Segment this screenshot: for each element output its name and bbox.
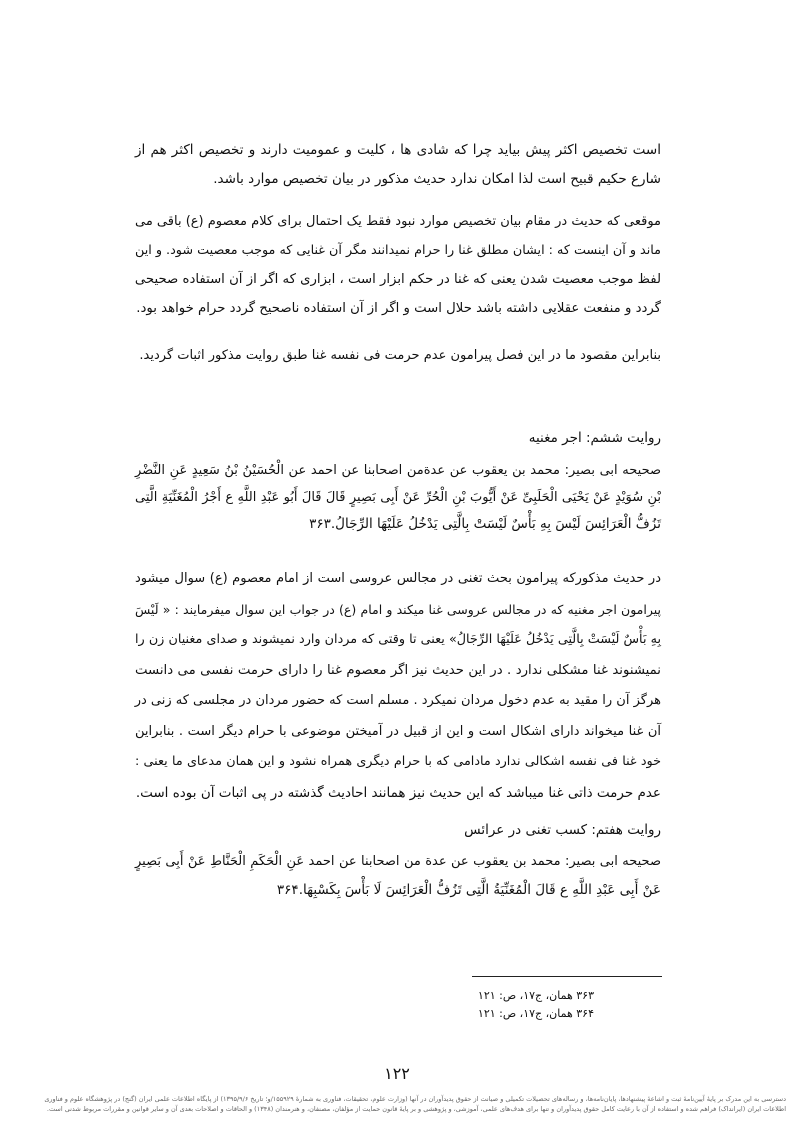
paragraph-line: نمیشنوند غنا مشکلی ندارد . در این حدیث نیز اگر معصوم غنا را دارای حرمت نفسی می دانست [135, 662, 661, 678]
paragraph-line: تَزُفُّ الْعَرَائِسَ لَیْسَ بِهِ بَأْسٌ لَیْسَتْ بِالَّتِی یَدْخُلُ عَلَیْهَا الرِّجَالُ.۳۶۳ [309, 516, 661, 532]
paragraph-line: صحیحه ابی بصیر: محمد بن یعقوب عن عدة من اصحابنا عن احمد عَنِ الْحَکَمِ الْحَنَّاطِ عَنْ أَبِی بَصِیرٍ [135, 854, 661, 869]
section-heading-6: روایت ششم: اجر مغنیه [528, 430, 661, 446]
paragraph-line: صحیحه ابی بصیر: محمد بن یعقوب عن عدةمن اصحابنا عن احمد عن الْحُسَیْنُ بْنُ سَعِیدٍ عَنِ النَّضْرِ [135, 463, 661, 478]
footnote-363: ۳۶۳ همان، ج۱۷، ص: ۱۲۱ [477, 989, 594, 1002]
paragraph-line: در حدیث مذکورکه پیرامون بحث تغنی در مجالس عروسی است از امام معصوم (ع) سوال میشود [135, 571, 661, 586]
paragraph-line: بْنِ سُوَیْدٍ عَنْ یَحْیَى الْحَلَبِیِّ عَنْ أَیُّوبَ بْنِ الْحُرِّ عَنْ أَبِی بَصِیرٍ قَالَ قَالَ أَبُو عَبْدِ اللَّهِ ع أَجْرُ الْمُغَنِّیَةِ الَّتِی [135, 490, 661, 505]
paragraph-line: شارع حکیم قبیح است لذا امکان ندارد حدیث مذکور در بیان تخصیص موارد باشد. [213, 171, 661, 187]
hadith-7-text [135, 848, 661, 904]
footnote-364: ۳۶۴ همان، ج۱۷، ص: ۱۲۱ [477, 1007, 594, 1020]
paragraph-2 [135, 207, 661, 323]
paragraph-line: خود غنا فی نفسه اشکالی ندارد مادامی که با حرام دیگری همراه نشود و این همان مدعای ما یعنی : [135, 754, 661, 769]
paragraph-line: لفظ موجب معصیت شدن یعنی که غنا در حکم ابزار است ، ابزاری که اگر از آن استفاده صحیحی [134, 272, 661, 287]
paragraph-3 [135, 341, 661, 370]
paragraph-line: موقعی که حدیث در مقام بیان تخصیص موارد نبود فقط یک احتمال برای کلام معصوم (ع) باقی می [135, 214, 661, 229]
paragraph-line: پیرامون اجر مغنیه که در مجالس عروسی غنا میکند و امام (ع) در جواب این سوال میفرمایند : « لَیْسَ [135, 601, 661, 617]
hadith-6-text [135, 457, 661, 538]
paragraph-line: عدم حرمت ذاتی غنا میباشد که این حدیث نیز همانند احادیث گذشته در پی اثبات آن بوده است. [135, 784, 661, 801]
paragraph-line: گردد و منفعت عقلایی داشته باشد حلال است و اگر از آن استفاده ناصحیح گردد حرام خواهد بود. [136, 301, 661, 316]
paragraph-line: بِهِ بَأْسٌ لَیْسَتْ بِالَّتِی یَدْخُلُ عَلَیْهَا الرِّجَالُ» یعنی تا وقتی که مردان وارد نمیشوند و صدای مغنیان زن را [135, 632, 661, 647]
credit-line: اطلاعات ایران (ایرانداک) فراهم شده و استفاده از آن با رعایت کامل حقوق پدیدآوران و تنها برای هدف‌های علمی، آموزشی، و پژوهشی و بر پایهٔ قانون حمایت از مؤلفان، مصنفان، و هنرمندان (۱۳۴۸) و الحاقات و اصلاحات بعدی آن و سایر قوانین و مقررات مربوط شدنی است. [46, 1105, 786, 1113]
paragraph-line: عَنْ أَبِی عَبْدِ اللَّهِ ع قَالَ الْمُغَنِّیَةُ الَّتِی تَزُفُّ الْعَرَائِسَ لَا بَأْسَ بِکَسْبِهَا.۳۶۴ [276, 882, 661, 898]
section-heading-7: روایت هفتم: کسب تغنی در عرائس [464, 822, 661, 838]
paragraph-4 [135, 564, 661, 808]
paragraph-line: بنابراین مقصود ما در این فصل پیرامون عدم حرمت فی نفسه غنا طبق روایت مذکور اثبات گردید. [139, 348, 661, 363]
paragraph-line: هرگز آن را مقید به عدم دخول مردان نمیکرد . مسلم است که حضور مردان در مجلسی که زنی در [134, 693, 661, 708]
paragraph-line: است تخصیص اکثر پیش بیاید چرا که شادی ها ، کلیت و عمومیت دارند و تخصیص اکثر هم از [135, 142, 661, 158]
footnote-separator [472, 976, 662, 977]
page-number: ۱۲۲ [384, 1064, 410, 1083]
credit-line: دسترسی به این مدرک بر پایهٔ آیین‌نامهٔ ثبت و اشاعهٔ پیشنهادها، پایان‌نامه‌ها، و رساله‌های تحصیلات تکمیلی و صیانت از حقوق پدیدآوران در آنها (وزارت علوم، تحقیقات، فناوری به شمارهٔ ۱۵۵۹۲۹/و؛ تاریخ ۱۳۹۵/۹/۶) از پایگاه اطلاعات علمی ایران (گنج) در پژوهشگاه علوم و فناوری [44, 1095, 786, 1103]
paragraph-1 [135, 136, 661, 194]
paragraph-line: ماند و آن اینست که : ایشان مطلق غنا را حرام نمیدانند مگر آن غنایی که موجب معصیت شود. و این [135, 243, 661, 258]
paragraph-line: آن غنا میخواند دارای اشکال است و این از قبیل در آمیختن موضوعی با حرام دیگر است . بنابراین [135, 723, 661, 739]
